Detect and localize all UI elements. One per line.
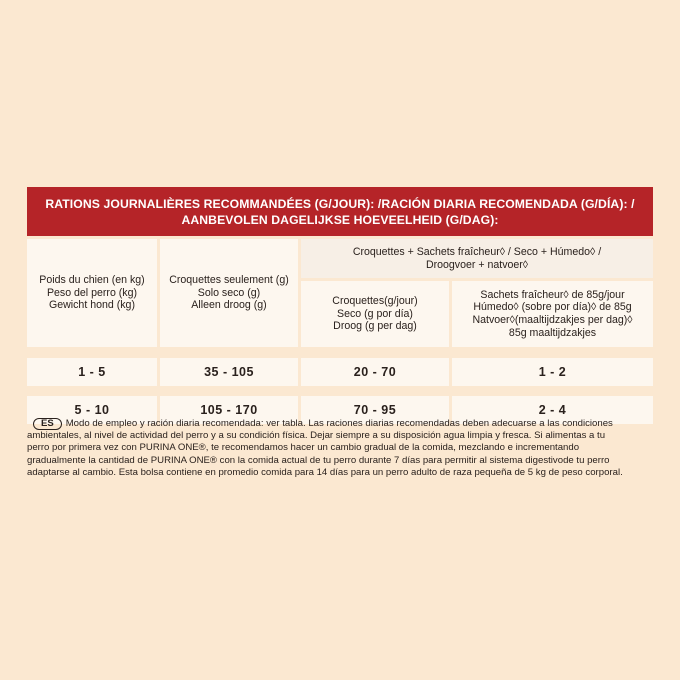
row-2-weight: 5 - 10	[27, 396, 157, 424]
table-banner	[27, 187, 653, 236]
header-mixed-wet	[452, 281, 653, 347]
header-weight-fr: Poids du chien (en kg)	[39, 274, 145, 287]
footnote-line-2: ambientales, al nivel de actividad del perro y a su condición física. Dejar siempre a su disposición agua limpia y fresca. Si alimentas a tu	[27, 430, 606, 442]
header-weight-nl: Gewicht hond (kg)	[49, 299, 135, 312]
footnote-line-1	[27, 418, 657, 430]
banner-line-1: RATIONS JOURNALIÈRES RECOMMANDÉES (G/JOUR): /RACIÓN DIARIA RECOMENDADA (G/DÍA): /	[45, 197, 635, 211]
header-mixed	[301, 239, 653, 278]
row-2-dry-only: 105 - 170	[160, 396, 298, 424]
header-mixed-dry-es: Seco (g por día)	[337, 307, 413, 320]
header-weight	[27, 239, 157, 347]
footnote-line-3: perro por primera vez con PURINA ONE®, te recomendamos hacer un cambio gradual de la comida, mezclando e incrementando	[27, 442, 580, 454]
usage-footnote	[27, 418, 657, 479]
header-mixed-line-2: Droogvoer + natvoer◊	[425, 258, 529, 271]
header-weight-es: Peso del perro (kg)	[46, 286, 138, 299]
footnote-line-4: gradualmente la cantidad de PURINA ONE® con la comida actual de tu perro durante 7 días para permitir al sistema digestivode tu perro	[27, 454, 610, 466]
header-dry-only-es: Solo seco (g)	[197, 286, 261, 299]
header-mixed-dry-nl: Droog (g per dag)	[333, 320, 417, 333]
row-2-mixed-wet: 2 - 4	[452, 396, 653, 424]
header-dry-only	[160, 239, 298, 347]
header-mixed-dry-fr: Croquettes(g/jour)	[332, 295, 418, 308]
row-1-weight: 1 - 5	[27, 358, 157, 386]
header-mixed-wet-fr: Sachets fraîcheur◊ de 85g/jour	[480, 288, 625, 301]
header-mixed-dry	[301, 281, 449, 347]
banner-line-2: AANBEVOLEN DAGELIJKSE HOEVEELHEID (G/DAG):	[181, 213, 499, 227]
row-1-mixed-wet: 1 - 2	[452, 358, 653, 386]
header-mixed-line-1: Croquettes + Sachets fraîcheur◊ / Seco + Húmedo◊ /	[352, 245, 602, 258]
header-mixed-wet-es: Húmedo◊ (sobre por día)◊ de 85g	[473, 301, 632, 314]
header-dry-only-fr: Croquettes seulement (g)	[169, 274, 289, 287]
footnote-line-1-text: Modo de empleo y ración diaria recomendada: ver tabla. Las raciones diarias recomendadas deben adecuarse a las condiciones	[65, 418, 613, 429]
row-1-dry-only: 35 - 105	[160, 358, 298, 386]
language-badge-es: ES	[33, 418, 62, 430]
header-mixed-wet-nl: Natvoer◊(maaltijdzakjes per dag)◊	[472, 314, 633, 326]
header-mixed-wet-nl-2: 85g maaltijdzakjes	[508, 326, 597, 339]
footnote-line-5: adaptarse al cambio. Esta bolsa contiene en promedio comida para 14 días para un perro adulto de raza pequeña de 5 kg de peso corporal.	[27, 466, 623, 478]
row-1-mixed-dry: 20 - 70	[301, 358, 449, 386]
row-2-mixed-dry: 70 - 95	[301, 396, 449, 424]
header-dry-only-nl: Alleen droog (g)	[191, 299, 267, 312]
